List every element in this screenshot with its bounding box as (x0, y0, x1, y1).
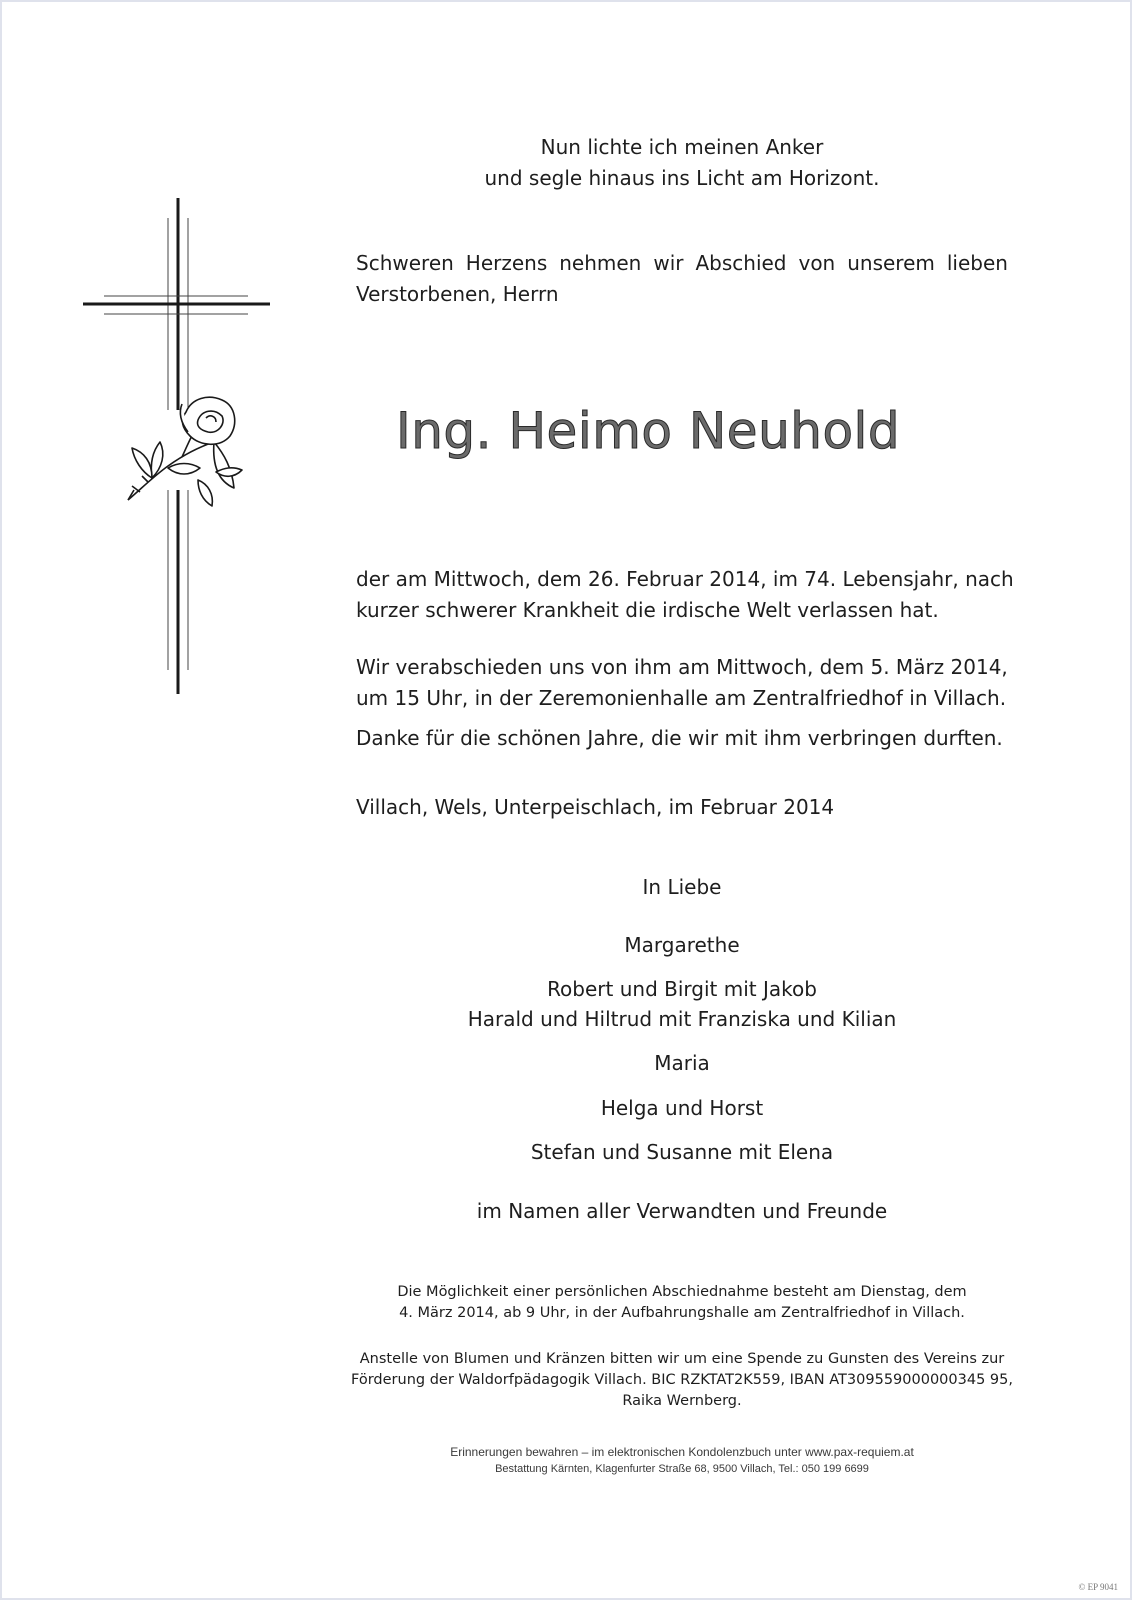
donation-line-1: Anstelle von Blumen und Kränzen bitten wir um eine Spende zu Gunsten des Vereins zur (359, 1351, 1005, 1367)
intro-word: Abschied (695, 251, 787, 275)
cross-icon (2, 2, 302, 722)
place-date: Villach, Wels, Unterpeischlach, im Februar 2014 (356, 795, 835, 819)
family-member-5: Stefan und Susanne mit Elena (530, 1140, 834, 1164)
family-member-4: Helga und Horst (600, 1096, 764, 1120)
footer (342, 1444, 1022, 1478)
intro-word: unserem (847, 251, 935, 275)
intro-word: lieben (946, 251, 1008, 275)
print-code: © EP 9041 (1078, 1582, 1118, 1592)
intro-text (356, 248, 1008, 310)
deceased-name: Ing. Heimo Neuhold (396, 402, 901, 460)
farewell-line-2: um 15 Uhr, in der Zeremonienhalle am Zentralfriedhof in Villach. (356, 686, 1007, 710)
intro-word: Schweren (356, 251, 454, 275)
farewell-notice (356, 652, 1008, 714)
intro-word: nehmen (559, 251, 642, 275)
family-child-1: Robert und Birgit mit Jakob (547, 977, 817, 1001)
intro-word: wir (653, 251, 684, 275)
in-love: In Liebe (642, 875, 722, 899)
family-spouse: Margarethe (624, 933, 740, 957)
motto-line-1: Nun lichte ich meinen Anker (540, 135, 824, 159)
intro-line-2: Verstorbenen, Herrn (356, 282, 559, 306)
death-notice (356, 564, 1014, 626)
death-line-2: kurzer schwerer Krankheit die irdische Welt verlassen hat. (356, 598, 939, 622)
family-child-2: Harald und Hiltrud mit Franziska und Kilian (467, 1007, 897, 1031)
family-member-3: Maria (654, 1051, 710, 1075)
thanks-text: Danke für die schönen Jahre, die wir mit ihm verbringen durften. (356, 726, 1003, 750)
intro-word: von (798, 251, 836, 275)
donation-line-3: Raika Wernberg. (622, 1393, 742, 1409)
motto (342, 132, 1022, 194)
death-line-1: der am Mittwoch, dem 26. Februar 2014, im 74. Lebensjahr, nach (356, 567, 1014, 591)
farewell-line-1: Wir verabschieden uns von ihm am Mittwoch, dem 5. März 2014, (356, 655, 1008, 679)
family-closing: im Namen aller Verwandten und Freunde (476, 1199, 888, 1223)
donation-notice (342, 1349, 1022, 1412)
footer-line-2: Bestattung Kärnten, Klagenfurter Straße 68, 9500 Villach, Tel.: 050 199 6699 (495, 1463, 869, 1475)
intro-word: Herzens (465, 251, 548, 275)
motto-line-2: und segle hinaus ins Licht am Horizont. (484, 166, 880, 190)
viewing-notice (342, 1282, 1022, 1324)
viewing-line-2: 4. März 2014, ab 9 Uhr, in der Aufbahrungshalle am Zentralfriedhof in Villach. (399, 1305, 965, 1321)
intro-line-1 (356, 248, 1008, 279)
donation-line-2: Förderung der Waldorfpädagogik Villach. BIC RZKTAT2K559, IBAN AT309559000000345 95, (351, 1372, 1013, 1388)
footer-line-1: Erinnerungen bewahren – im elektronischen Kondolenzbuch unter www.pax-requiem.at (450, 1445, 914, 1459)
viewing-line-1: Die Möglichkeit einer persönlichen Abschiednahme besteht am Dienstag, dem (397, 1284, 967, 1300)
